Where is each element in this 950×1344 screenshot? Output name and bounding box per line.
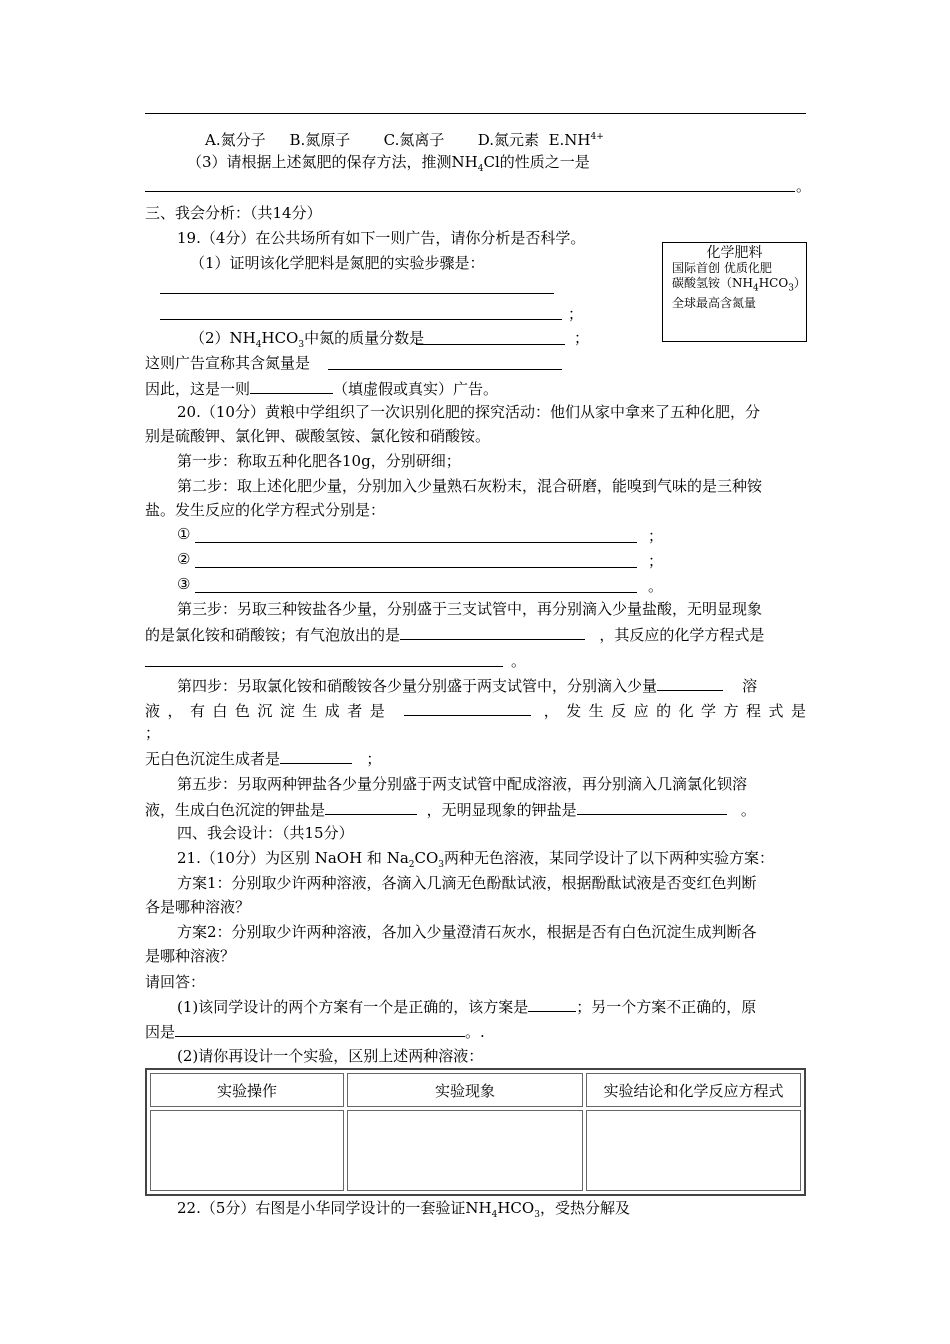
- q20-step-4c: ；: [145, 724, 161, 742]
- q19-part2: $(2)NH_4HCO_3$中氮的质量分数是: [190, 329, 425, 350]
- q20-eq-2-end: ；: [648, 552, 664, 570]
- q20-eq-1-blank[interactable]: [195, 541, 637, 543]
- q20-step-4b: 液，有白色沉淀生成者是 ，发生反应的化学方程式是: [145, 702, 806, 720]
- q19-answer-line-2[interactable]: [160, 318, 562, 320]
- q20-eq-2-blank[interactable]: [195, 566, 637, 568]
- option-d: D.氮元素: [477, 131, 540, 149]
- q19-conclusion: 因此，这是一则 （填虚假或真实）广告。: [145, 380, 499, 398]
- q21-plan-2b: 是哪种溶液？: [145, 947, 236, 965]
- section-4-heading: 四、我会设计：（共15分）: [177, 824, 354, 842]
- q21-plan-1b: 各是哪种溶液？: [145, 898, 251, 916]
- q20-step-5a: 第五步：另取两种钾盐各少量分别盛于两支试管中配成溶液，再分别滴入几滴氯化钡溶: [177, 775, 748, 793]
- q20-eq-2-label: ②: [177, 550, 191, 568]
- q18-end: 。: [796, 177, 812, 195]
- header-operation: 实验操作: [150, 1073, 344, 1107]
- ad-line-1: 国际首创 优质化肥: [672, 261, 772, 275]
- option-c: C.氮离子: [383, 131, 445, 149]
- ad-box: [662, 242, 807, 342]
- cell-operation[interactable]: [150, 1110, 344, 1191]
- ad-title: 化学肥料: [706, 245, 763, 261]
- q21-plan-2a: 方案2：分别取少许两种溶液，各加入少量澄清石灰水，根据是否有白色沉淀生成判断各: [177, 923, 757, 941]
- q20-line-2: 别是硫酸钾、氯化钾、碳酸氢铵、氯化铵和硝酸铵。: [145, 427, 491, 445]
- top-rule: [145, 113, 806, 114]
- q20-step-3-eq-blank[interactable]: [145, 665, 503, 667]
- q19-mass-fraction-blank[interactable]: [416, 343, 565, 345]
- q19-intro: 19.（4分）在公共场所有如下一则广告，请你分析是否科学。: [177, 229, 586, 247]
- q22-intro: 22.（5分）右图是小华同学设计的一套验证$NH_4HCO_3$，受热分解及: [177, 1199, 630, 1220]
- q19-claim: 这则广告宣称其含氮量是: [145, 354, 311, 372]
- q20-step-4d: 无白色沉淀生成者是 ；: [145, 750, 382, 768]
- q21-intro: 21.（10分）为区别 NaOH 和 $Na_2CO_3$两种无色溶液，某同学设计了以下两种实验方案：: [177, 849, 775, 870]
- q20-eq-1-label: ①: [177, 525, 191, 543]
- q20-eq-3-blank[interactable]: [195, 591, 637, 593]
- q21-question-2: (2)请你再设计一个实验，区别上述两种溶液：: [177, 1047, 484, 1065]
- answer-options: [205, 127, 604, 150]
- header-conclusion: 实验结论和化学反应方程式: [586, 1073, 801, 1107]
- q21-question-1: (1)该同学设计的两个方案有一个是正确的，该方案是 ；另一个方案不正确的，原: [177, 998, 757, 1016]
- q19-part2-end: ；: [574, 329, 590, 347]
- header-phenomenon: 实验现象: [347, 1073, 583, 1107]
- cell-conclusion[interactable]: [586, 1110, 801, 1191]
- q20-eq-1-end: ；: [648, 527, 664, 545]
- q19-part1: （1）证明该化学肥料是氮肥的实验步骤是：: [190, 254, 485, 272]
- q20-step-3b: 的是氯化铵和硝酸铵；有气泡放出的是 ，其反应的化学方程式是: [145, 626, 765, 644]
- experiment-table: [145, 1068, 806, 1196]
- q21-ask: 请回答：: [145, 973, 206, 991]
- ad-line-3: 全球最高含氮量: [672, 296, 757, 311]
- q20-step-3a: 第三步：另取三种铵盐各少量，分别盛于三支试管中，再分别滴入少量盐酸，无明显现象: [177, 600, 763, 618]
- q20-step-2a: 第二步：取上述化肥少量，分别加入少量熟石灰粉末，混合研磨，能嗅到气味的是三种铵: [177, 477, 763, 495]
- q20-line-1: 20.（10分）黄粮中学组织了一次识别化肥的探究活动：他们从家中拿来了五种化肥，分: [177, 403, 760, 421]
- q20-eq-3-end: 。: [648, 577, 664, 595]
- q18-part3: （3）请根据上述氮肥的保存方法，推测$NH_4Cl$的性质之一是: [187, 153, 590, 174]
- q20-eq-3-label: ③: [177, 575, 191, 593]
- q21-question-1-reason: 因是 。.: [145, 1023, 485, 1041]
- q18-answer-line[interactable]: [145, 190, 795, 192]
- q19-answer-line-1[interactable]: [160, 292, 554, 294]
- cell-phenomenon[interactable]: [347, 1110, 583, 1191]
- section-3-heading: 三、我会分析：（共14分）: [145, 204, 322, 222]
- q20-step-5b: 液，生成白色沉淀的钾盐是 ，无明显现象的钾盐是 。: [145, 801, 756, 819]
- ad-line-2: 碳酸氢铵$(NH_4HCO_3)$: [672, 276, 806, 294]
- q20-step-4a: 第四步：另取氯化铵和硝酸铵各少量分别盛于两支试管中，分别滴入少量 溶: [177, 677, 758, 695]
- option-b: B.氮原子: [289, 131, 351, 149]
- q20-step-1: 第一步：称取五种化肥各10g，分别研细；: [177, 452, 461, 470]
- option-a: A.氮分子: [205, 131, 266, 149]
- q19-claim-blank[interactable]: [328, 368, 562, 370]
- q19-semi: ；: [568, 305, 584, 323]
- option-e: $E.NH^{4+}$: [548, 131, 604, 149]
- q21-plan-1a: 方案1：分别取少许两种溶液，各滴入几滴无色酚酞试液，根据酚酞试液是否变红色判断: [177, 874, 757, 892]
- q20-step-2b: 盐。发生反应的化学方程式分别是：: [145, 501, 386, 519]
- q20-step-3-end: 。: [511, 652, 527, 670]
